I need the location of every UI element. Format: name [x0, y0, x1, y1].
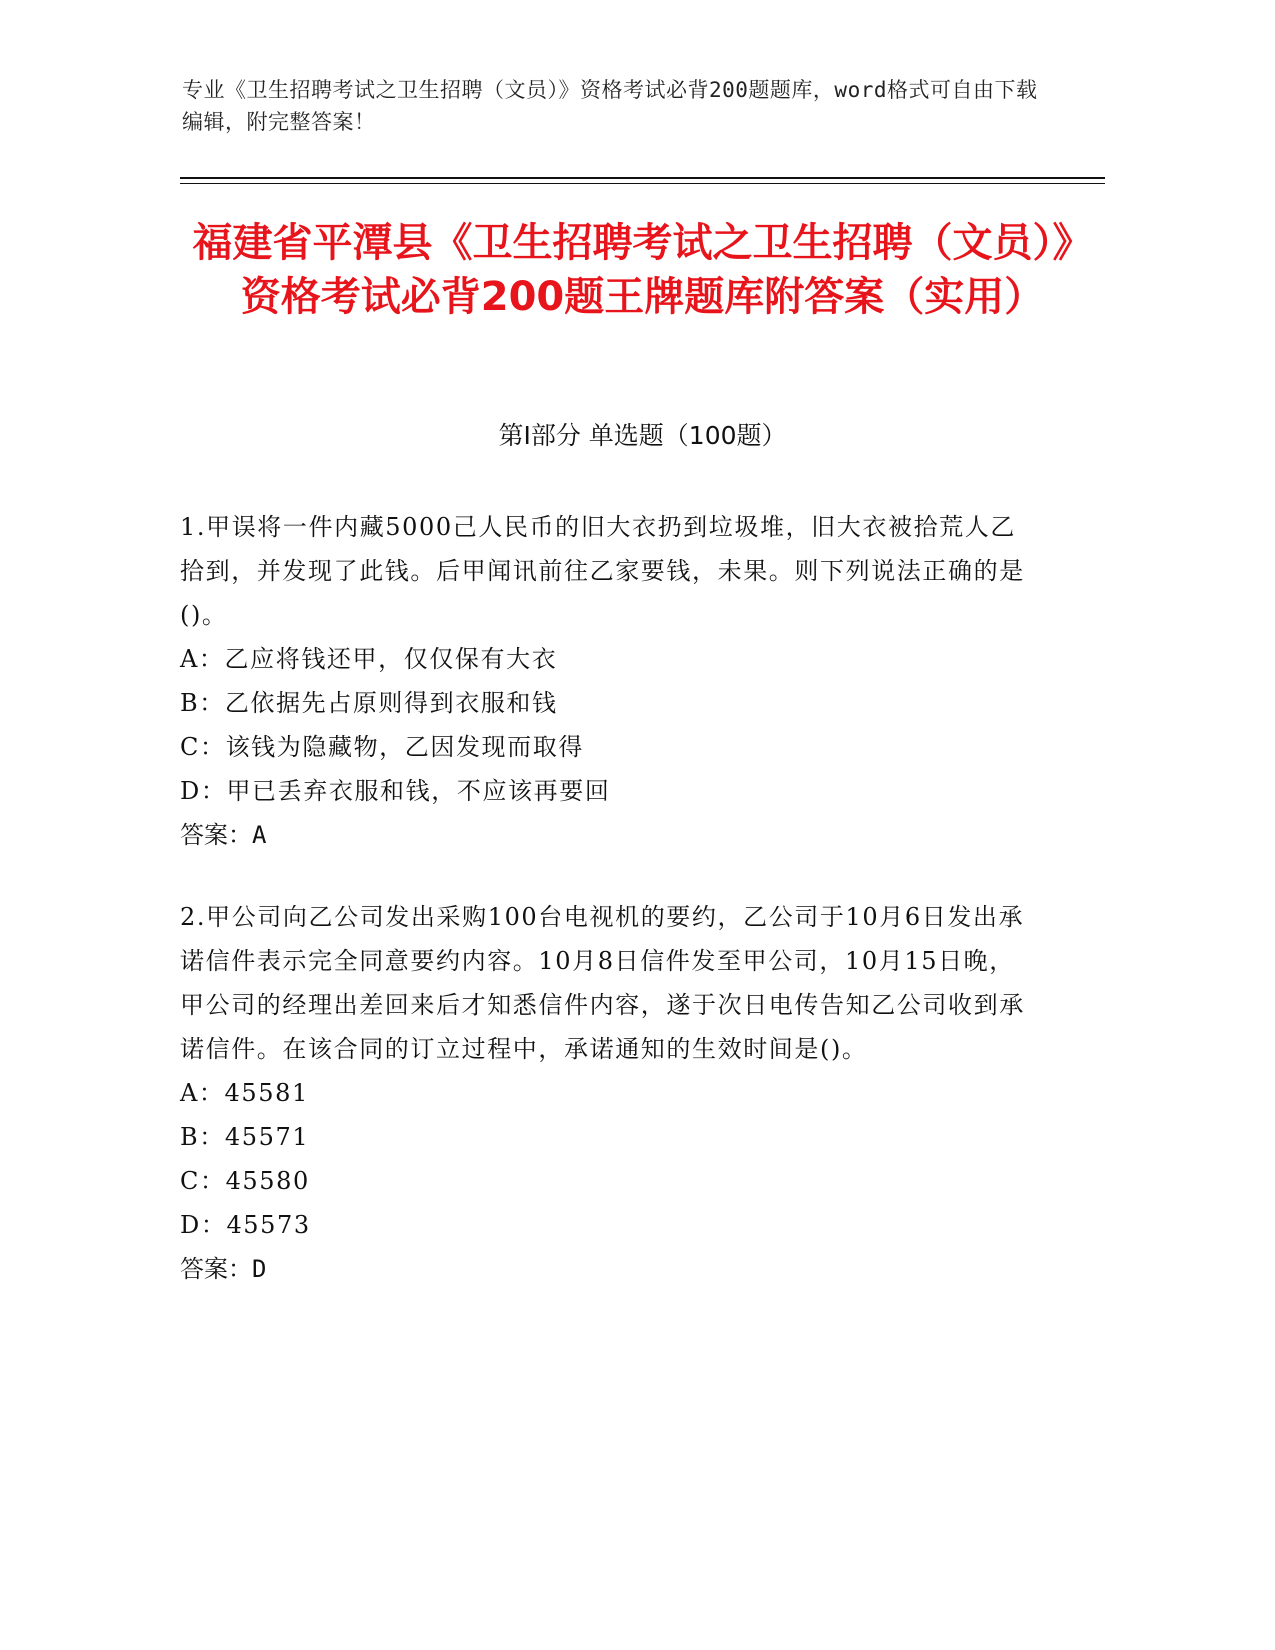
option-list — [180, 637, 1040, 813]
question-2 — [180, 895, 1040, 1291]
option-d: D：45573 — [180, 1211, 311, 1239]
header-note: 专业《卫生招聘考试之卫生招聘（文员）》资格考试必背200题题库，word格式可自由下载编辑，附完整答案！ — [182, 78, 1038, 134]
section-heading: 第I部分 单选题（100题） — [498, 421, 787, 450]
option-c: C：该钱为隐藏物，乙因发现而取得 — [180, 733, 584, 761]
header-divider-thick — [180, 177, 1105, 179]
option-a: A：乙应将钱还甲，仅仅保有大衣 — [180, 645, 558, 673]
option-b: B：45571 — [180, 1123, 310, 1151]
header-divider-thin — [180, 183, 1105, 184]
option-a: A：45581 — [180, 1079, 309, 1107]
option-c: C：45580 — [180, 1167, 310, 1195]
question-1 — [180, 505, 1040, 857]
document-title: 福建省平潭县《卫生招聘考试之卫生招聘（文员）》资格考试必背200题王牌题库附答案（实用） — [192, 220, 1093, 320]
question-stem: 2.甲公司向乙公司发出采购100台电视机的要约，乙公司于10月6日发出承诺信件表示完全同意要约内容。10月8日信件发至甲公司，10月15日晚，甲公司的经理出差回来后才知悉信件内容，遂于次日电传告知乙公司收到承诺信件。在该合同的订立过程中，承诺通知的生效时间是()。 — [180, 903, 1025, 1063]
answer-line: 答案：D — [180, 1255, 267, 1283]
question-stem: 1.甲误将一件内藏5000己人民币的旧大衣扔到垃圾堆，旧大衣被拾荒人乙拾到，并发现了此钱。后甲闻讯前往乙家要钱，未果。则下列说法正确的是()。 — [180, 513, 1025, 629]
option-list — [180, 1071, 1040, 1247]
option-d: D：甲已丢弃衣服和钱，不应该再要回 — [180, 777, 611, 805]
option-b: B：乙依据先占原则得到衣服和钱 — [180, 689, 558, 717]
answer-line: 答案：A — [180, 821, 267, 849]
